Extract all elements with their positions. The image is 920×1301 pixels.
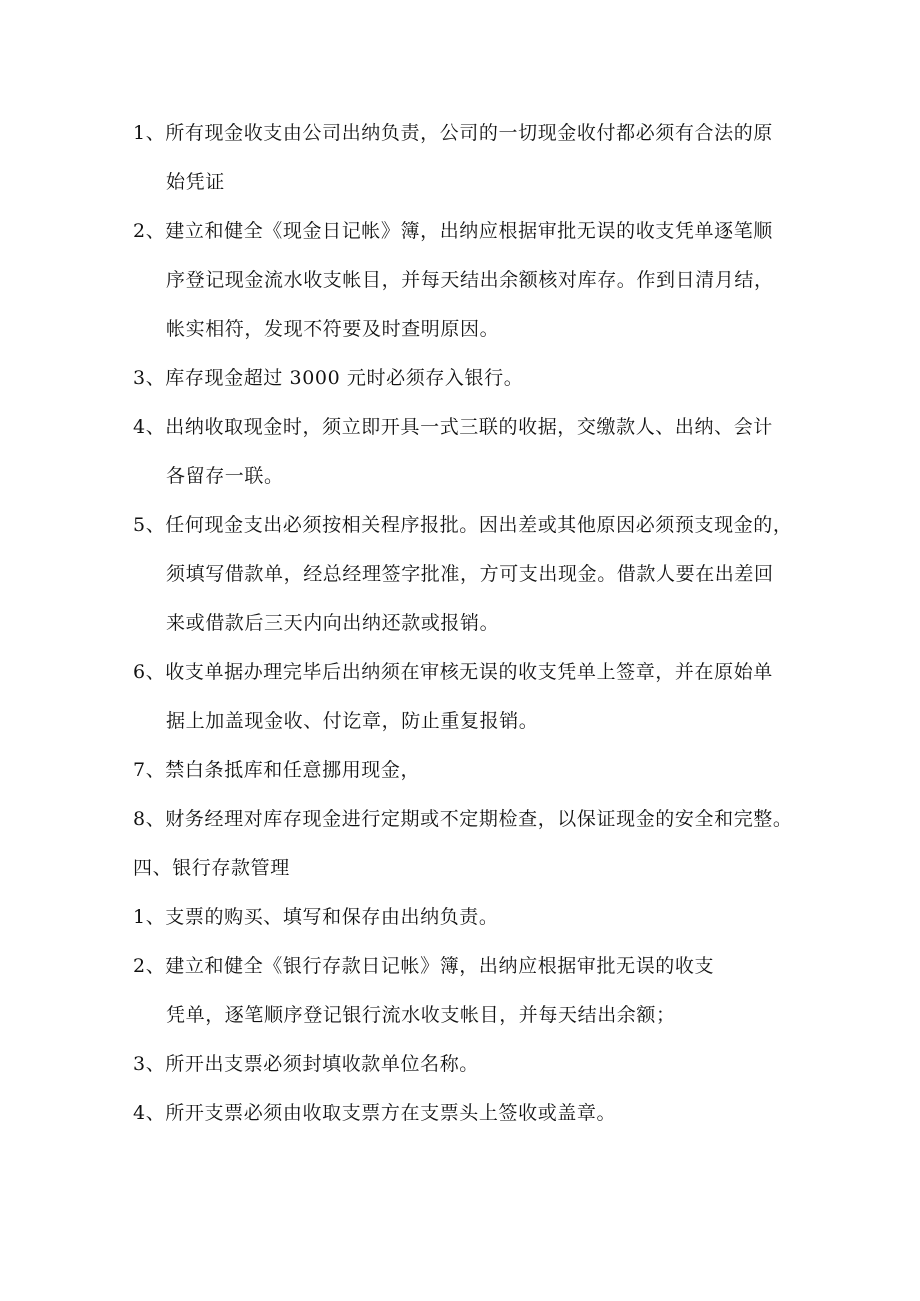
text-line: 1、所有现金收支由公司出纳负责，公司的一切现金收付都必须有合法的原 <box>133 122 773 144</box>
text-line: 7、禁白条抵库和任意挪用现金， <box>133 759 421 781</box>
text-line: 帐实相符，发现不符要及时查明原因。 <box>166 318 500 340</box>
text-line: 各留存一联。 <box>166 465 284 487</box>
text-line: 5、任何现金支出必须按相关程序报批。因出差或其他原因必须预支现金的， <box>133 514 793 536</box>
text-line: 来或借款后三天内向出纳还款或报销。 <box>166 612 500 634</box>
text-line: 须填写借款单，经总经理签字批准，方可支出现金。借款人要在出差回 <box>166 563 774 585</box>
text-line: 3、所开出支票必须封填收款单位名称。 <box>133 1053 479 1075</box>
text-line: 序登记现金流水收支帐目，并每天结出余额核对库存。作到日清月结， <box>166 269 774 291</box>
text-line: 4、出纳收取现金时，须立即开具一式三联的收据，交缴款人、出纳、会计 <box>133 416 773 438</box>
text-line: 2、建立和健全《现金日记帐》簿，出纳应根据审批无误的收支凭单逐笔顺 <box>133 220 773 242</box>
text-line: 2、建立和健全《银行存款日记帐》簿，出纳应根据审批无误的收支 <box>133 955 715 977</box>
text-line: 6、收支单据办理完毕后出纳须在审核无误的收支凭单上签章，并在原始单 <box>133 661 773 683</box>
text-line: 据上加盖现金收、付讫章，防止重复报销。 <box>166 710 539 732</box>
text-line: 1、支票的购买、填写和保存由出纳负责。 <box>133 906 499 928</box>
section-heading: 四、银行存款管理 <box>133 857 290 879</box>
text-line: 凭单，逐笔顺序登记银行流水收支帐目，并每天结出余额； <box>166 1004 676 1026</box>
text-line: 8、财务经理对库存现金进行定期或不定期检查，以保证现金的安全和完整。 <box>133 808 793 830</box>
text-line: 始凭证 <box>166 171 225 193</box>
text-line: 3、库存现金超过 3000 元时必须存入银行。 <box>133 367 524 389</box>
text-line: 4、所开支票必须由收取支票方在支票头上签收或盖章。 <box>133 1102 617 1124</box>
